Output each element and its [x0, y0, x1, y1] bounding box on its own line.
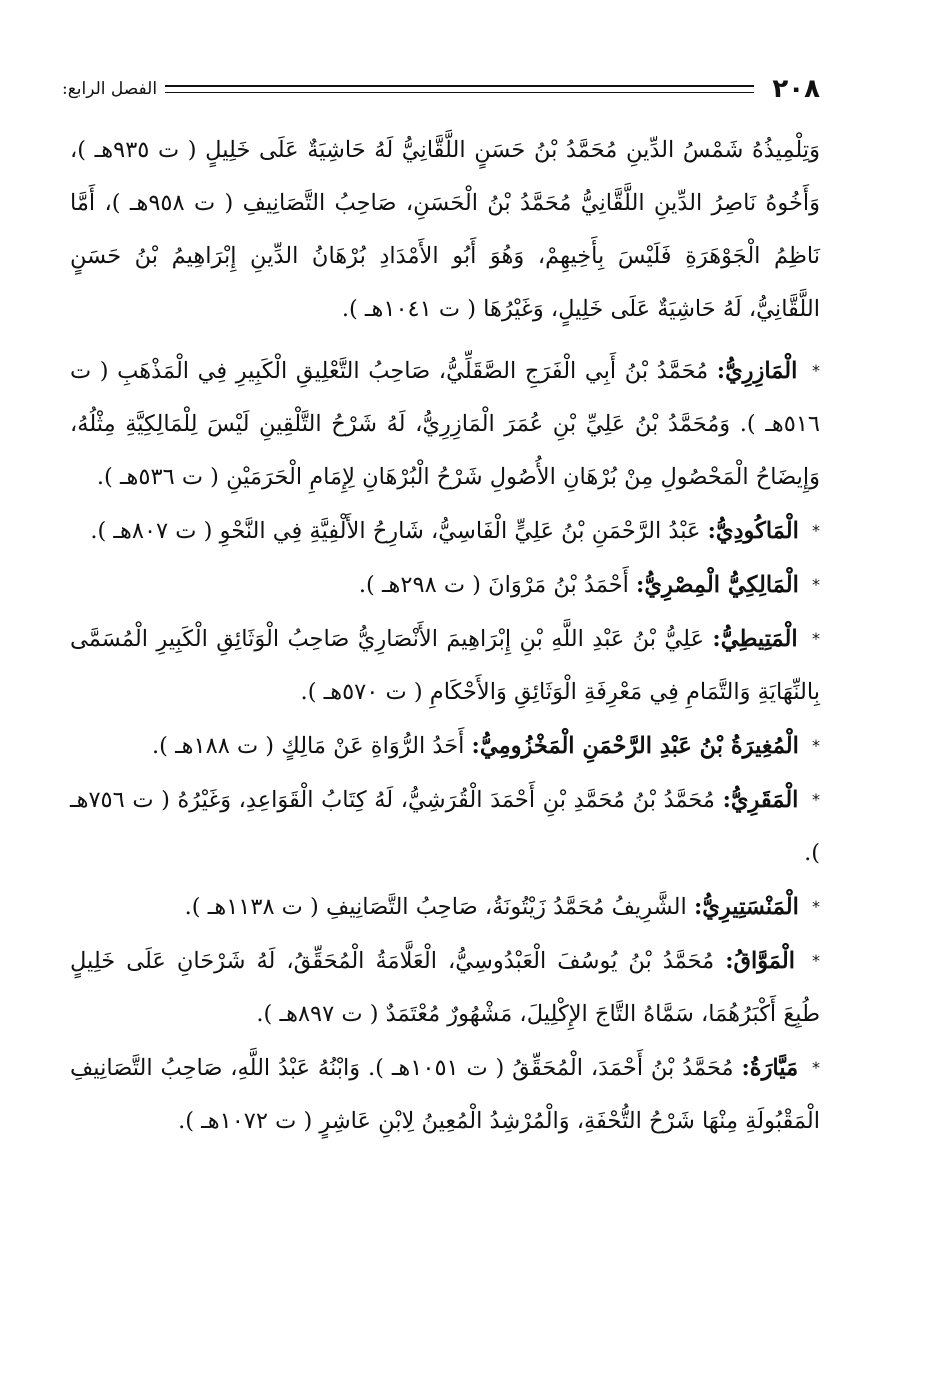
entry-bullet: * [812, 361, 820, 380]
entry-text: مُحَمَّدُ بْنُ أَحْمَدَ، الْمُحَقِّقُ ( ت ١٠٥١هـ ). وَابْنُهُ عَبْدُ اللَّهِ، صَاحِبُ التَّصَانِيفِ الْمَقْبُولَةِ مِنْهَا شَرْحُ التُّحْفَةِ، وَالْمُرْشِدُ الْمُعِينُ لِابْنِ عَاشِرٍ ( ت ١٠٧٢هـ ). [70, 1055, 820, 1134]
entry-bullet: * [812, 1058, 821, 1077]
entry-text: وَتِلْمِيذُهُ شَمْسُ الدِّينِ مُحَمَّدُ بْنُ حَسَنٍ اللَّقَّانِيُّ لَهُ حَاشِيَةٌ عَلَى خَلِيلٍ ( ت ٩٣٥هـ )، وَأَخُوهُ نَاصِرُ الدِّينِ اللَّقَّانِيُّ مُحَمَّدُ بْنُ الْحَسَنِ، صَاحِبُ التَّصَانِيفِ ( ت ٩٥٨هـ )، أَمَّا نَاظِمُ الْجَوْهَرَةِ فَلَيْسَ بِأَخِيهِمْ، وَهُوَ أَبُو الأَمْدَادِ بُرْهَانُ الدِّينِ إِبْرَاهِيمُ بْنُ حَسَنٍ اللَّقَّانِيُّ، لَهُ حَاشِيَةٌ عَلَى خَلِيلٍ، وَغَيْرُهَا ( ت ١٠٤١هـ ). [70, 137, 820, 322]
entry-term: الْمَالِكِيُّ الْمِصْرِيُّ: [636, 572, 799, 598]
entry-maqqari [70, 773, 820, 880]
entry-term: الْمُغِيرَةُ بْنُ عَبْدِ الرَّحْمَنِ الْمَخْزُومِيُّ: [471, 733, 799, 759]
entry-mughira [70, 719, 820, 773]
entry-term: الْمَنْسَتِيرِيُّ: [693, 894, 799, 920]
entry-text: أَحْمَدُ بْنُ مَرْوَانَ ( ت ٢٩٨هـ ). [358, 572, 629, 598]
entry-term: مَيَّارَةُ: [741, 1055, 799, 1081]
entry-monastiri [70, 880, 820, 934]
entry-text: مُحَمَّدُ بْنُ مُحَمَّدِ بْنِ أَحْمَدَ الْقُرَشِيُّ، لَهُ كِتَابُ الْقَوَاعِدِ، وَغَيْرُهُ ( ت ٧٥٦هـ ). [70, 787, 820, 866]
entry-text: عَلِيُّ بْنُ عَبْدِ اللَّهِ بْنِ إِبْرَاهِيمَ الأَنْصَارِيُّ صَاحِبُ الْوَثَائِقِ الْكَبِيرِ الْمُسَمَّى بِالنِّهَايَةِ وَالتَّمَامِ فِي مَعْرِفَةِ الْوَثَائِقِ وَالأَحْكَامِ ( ت ٥٧٠هـ ). [70, 626, 820, 705]
entry-laqqani-continuation [70, 124, 820, 336]
entry-term: الْمَقَرِيُّ: [722, 787, 799, 813]
chapter-title: الفصل الرابع: [62, 79, 158, 99]
entry-bullet: * [812, 575, 820, 594]
entry-bullet: * [812, 736, 820, 755]
entry-text: أَحَدُ الرُّوَاةِ عَنْ مَالِكٍ ( ت ١٨٨هـ ). [152, 733, 465, 759]
entry-bullet: * [812, 897, 820, 916]
entry-bullet: * [812, 521, 820, 540]
entry-text: عَبْدُ الرَّحْمَنِ بْنُ عَلِيٍّ الْفَاسِيُّ، شَارِحُ الأَلْفِيَّةِ فِي النَّحْوِ ( ت ٨٠٧هـ ). [90, 518, 701, 544]
entry-term: الْمَاكُودِيُّ: [707, 518, 799, 544]
entry-mawwaq [70, 934, 820, 1041]
entry-makudi [70, 504, 820, 558]
entry-maliki-misri [70, 558, 820, 612]
page-number: ٢٠٨ [772, 74, 820, 104]
entry-text: مُحَمَّدُ بْنُ أَبِي الْفَرَجِ الصَّقَلِّيُّ، صَاحِبُ التَّعْلِيقِ الْكَبِيرِ فِي الْمَذْهَبِ ( ت ٥١٦هـ ). وَمُحَمَّدُ بْنُ عَلِيِّ بْنِ عُمَرَ الْمَازِرِيُّ، لَهُ شَرْحُ التَّلْقِينِ لَيْسَ لِلْمَالِكِيَّةِ مِثْلُهُ، وَإِيضَاحُ الْمَحْصُولِ مِنْ بُرْهَانِ الأُصُولِ شَرْحُ الْبُرْهَانِ لِإِمَامِ الْحَرَمَيْنِ ( ت ٥٣٦هـ ). [70, 358, 820, 490]
header-rule [165, 85, 754, 93]
entry-maziri [70, 344, 820, 504]
entry-bullet: * [812, 951, 820, 970]
entry-term: الْمَازِرِيُّ: [716, 358, 798, 384]
entry-bullet: * [812, 790, 821, 809]
entry-bullet: * [812, 629, 820, 648]
entry-term: الْمَتِيطِيُّ: [712, 626, 798, 652]
entry-mayyara [70, 1041, 820, 1148]
page-header [62, 72, 820, 106]
entry-text: مُحَمَّدُ بْنُ يُوسُفَ الْعَبْدُوسِيُّ، الْعَلَّامَةُ الْمُحَقِّقُ، لَهُ شَرْحَانِ عَلَى خَلِيلٍ طُبِعَ أَكْبَرُهُمَا، سَمَّاهُ التَّاجَ الإِكْلِيلَ، مَشْهُورٌ مُعْتَمَدٌ ( ت ٨٩٧هـ ). [70, 948, 820, 1027]
entry-mutiti [70, 612, 820, 719]
entry-text: الشَّرِيفُ مُحَمَّدُ زَيْتُونَةُ، صَاحِبُ التَّصَانِيفِ ( ت ١١٣٨هـ ). [184, 894, 687, 920]
entry-term: الْمَوَّاقُ: [725, 948, 795, 974]
page-body [70, 124, 820, 1148]
